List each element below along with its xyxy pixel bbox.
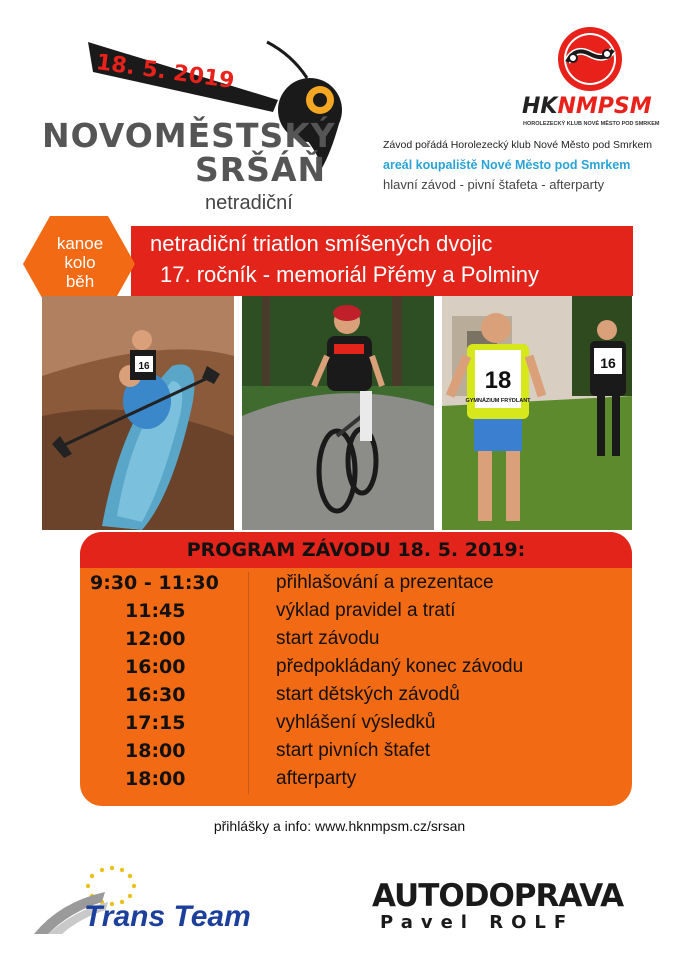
schedule-time: 12:00 [125, 628, 186, 650]
club-abbr-prefix: HK [522, 94, 558, 119]
photo-running [442, 296, 632, 530]
title-novomestsky: NOVOMĚSTSKÝ [42, 116, 336, 155]
schedule-event: výklad pravidel a tratí [276, 600, 456, 621]
discipline-beh: běh [65, 272, 95, 291]
schedule-row [80, 712, 632, 740]
schedule-event: afterparty [276, 768, 357, 789]
club-fullname: HOROLEZECKÝ KLUB NOVÉ MĚSTO POD SMRKEM [523, 121, 660, 127]
club-abbr-suffix: NMPSM [557, 94, 652, 119]
sponsor-trans-team: Trans Team [84, 900, 251, 933]
discipline-kolo: kolo [64, 253, 96, 272]
club-abbreviation [522, 94, 652, 119]
venue-text: areál koupaliště Nové Město pod Smrkem [383, 158, 631, 172]
schedule-row [80, 684, 632, 712]
schedule-time: 9:30 - 11:30 [90, 572, 219, 594]
club-logo-icon [555, 24, 625, 94]
schedule-row [80, 600, 632, 628]
events-text: hlavní závod - pivní štafeta - afterparty [383, 177, 605, 192]
program-title: PROGRAM ZÁVODU 18. 5. 2019: [186, 539, 526, 561]
schedule-time: 16:00 [125, 656, 186, 678]
schedule-event: vyhlášení výsledků [276, 712, 436, 733]
schedule-row [80, 656, 632, 684]
schedule-row [80, 768, 632, 796]
schedule-event: start dětských závodů [276, 684, 460, 705]
schedule-time: 18:00 [125, 740, 186, 762]
runner-bib-school: GYMNÁZIUM FRÝDLANT [465, 398, 531, 404]
runner-bib-number: 18 [484, 367, 512, 394]
banner-line1: netradiční triatlon smíšených dvojic [150, 231, 493, 256]
title-netradicni: netradiční [205, 192, 293, 214]
event-date: 18. 5. 2019 [94, 50, 236, 95]
schedule-event: start pivních štafet [276, 740, 431, 761]
runner-back-bib-number: 16 [600, 355, 616, 371]
sponsor-pavel-rolf: Pavel ROLF [380, 912, 575, 933]
registration-info: přihlášky a info: www.hknmpsm.cz/srsan [213, 818, 466, 834]
schedule-row [80, 628, 632, 656]
photo-kayak [42, 296, 234, 530]
kayak-bib-number: 16 [138, 361, 150, 372]
schedule-time: 17:15 [125, 712, 186, 734]
photo-bike [242, 296, 434, 530]
organizer-text: Závod pořádá Horolezecký klub Nové Město pod Smrkem [383, 139, 653, 151]
schedule-time: 16:30 [125, 684, 186, 706]
schedule-time: 11:45 [125, 600, 186, 622]
schedule-event: přihlašování a prezentace [276, 572, 494, 593]
title-srsan: SRŠÁŇ [195, 150, 327, 189]
schedule-row [80, 572, 632, 600]
schedule-time: 18:00 [125, 768, 186, 790]
banner-line2: 17. ročník - memoriál Přémy a Polminy [160, 262, 539, 287]
schedule-event: předpokládaný konec závodu [276, 656, 524, 677]
schedule-event: start závodu [276, 628, 380, 649]
discipline-kanoe: kanoe [56, 234, 104, 253]
sponsor-autodoprava: AUTODOPRAVA [372, 878, 624, 914]
schedule-row [80, 740, 632, 768]
